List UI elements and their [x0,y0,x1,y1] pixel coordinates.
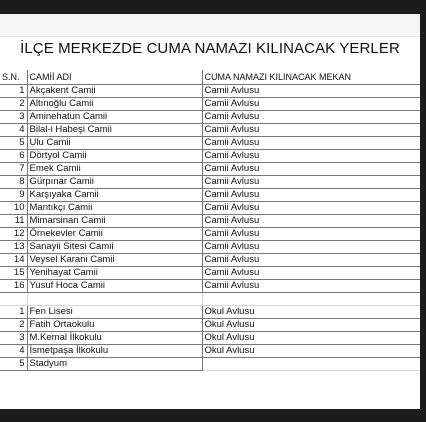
cell-place: Camii Avlusu [202,267,420,280]
cell-name: Dörtyol Camii [27,150,202,163]
cell-name: Yusuf Hoca Camii [27,280,202,293]
cell-sn: 5 [0,358,27,371]
cell-place: Camii Avlusu [202,280,420,293]
cell-place: Camii Avlusu [202,163,420,176]
table-row [0,306,420,319]
cell-sn: 13 [0,241,27,254]
cell-sn: 11 [0,215,27,228]
cell-sn: 15 [0,267,27,280]
cell-name: Mantıkçı Camii [27,202,202,215]
table-row [0,319,420,332]
cell-place [202,293,420,306]
cell-name [27,293,202,306]
cell-sn: 1 [0,85,27,98]
table-row [0,228,420,241]
cell-name: Sanayii Sitesi Camii [27,241,202,254]
table-row [0,345,420,358]
prayer-locations-table [0,70,420,371]
table-row [0,280,420,293]
cell-name: Stadyum [27,358,202,371]
table-row [0,137,420,150]
cell-place: Camii Avlusu [202,202,420,215]
table-row [0,85,420,98]
table-row [0,124,420,137]
cell-sn: 14 [0,254,27,267]
cell-sn: 4 [0,124,27,137]
cell-place: Camii Avlusu [202,137,420,150]
cell-place: Camii Avlusu [202,98,420,111]
page-title: İLÇE MERKEZDE CUMA NAMAZI KILINACAK YERLER [20,40,400,57]
cell-place: Camii Avlusu [202,111,420,124]
cell-name: Veysel Karani Camii [27,254,202,267]
cell-name: Mimarsinan Camii [27,215,202,228]
cell-sn: 12 [0,228,27,241]
table-row [0,358,420,371]
cell-place: Camii Avlusu [202,150,420,163]
cell-name: M.Kemal İlkokulu [27,332,202,345]
cell-sn: 7 [0,163,27,176]
cell-place: Camii Avlusu [202,241,420,254]
cell-sn: 16 [0,280,27,293]
table-row [0,189,420,202]
cell-place: Camii Avlusu [202,215,420,228]
cell-sn: 6 [0,150,27,163]
header-sn: S.N. [0,70,27,85]
table-row [0,254,420,267]
header-name: CAMİİ ADI [27,70,202,85]
cell-sn: 2 [0,98,27,111]
spreadsheet-sheet [0,14,420,409]
cell-sn: 1 [0,306,27,319]
table-row [0,176,420,189]
cell-sn [0,293,27,306]
cell-place: Camii Avlusu [202,189,420,202]
cell-sn: 8 [0,176,27,189]
sheet-top-band [0,14,420,37]
table-row [0,98,420,111]
cell-place: Okul Avlusu [202,332,420,345]
header-place: CUMA NAMAZI KILINACAK MEKAN [202,70,420,85]
cell-name: Yenihayat Camii [27,267,202,280]
cell-name: Karşıyaka Camii [27,189,202,202]
table-row [0,293,420,306]
cell-name: Emek Camii [27,163,202,176]
cell-name: Akçakent Camii [27,85,202,98]
table-row [0,267,420,280]
cell-name: Fatih Ortaokulu [27,319,202,332]
cell-place: Camii Avlusu [202,228,420,241]
cell-sn: 3 [0,332,27,345]
cell-name: Aminehatun Camii [27,111,202,124]
table-row [0,332,420,345]
table-header-row [0,70,420,85]
cell-place [202,358,420,371]
cell-place: Camii Avlusu [202,254,420,267]
cell-name: Fen Lisesi [27,306,202,319]
cell-place: Camii Avlusu [202,176,420,189]
cell-sn: 2 [0,319,27,332]
table-row [0,111,420,124]
table-row [0,202,420,215]
cell-name: Gürpınar Camii [27,176,202,189]
cell-sn: 4 [0,345,27,358]
cell-place: Camii Avlusu [202,85,420,98]
cell-name: Bilal-i Habeşi Camii [27,124,202,137]
table-row [0,150,420,163]
table-row [0,241,420,254]
cell-name: Ulu Camii [27,137,202,150]
cell-place: Okul Avlusu [202,319,420,332]
table-row [0,215,420,228]
table-row [0,163,420,176]
cell-name: İsmetpaşa İlkokulu [27,345,202,358]
cell-place: Okul Avlusu [202,306,420,319]
cell-place: Camii Avlusu [202,124,420,137]
cell-name: Altınoğlu Camii [27,98,202,111]
cell-sn: 5 [0,137,27,150]
cell-name: Örnekevler Camii [27,228,202,241]
cell-sn: 9 [0,189,27,202]
cell-sn: 3 [0,111,27,124]
cell-place: Okul Avlusu [202,345,420,358]
cell-sn: 10 [0,202,27,215]
